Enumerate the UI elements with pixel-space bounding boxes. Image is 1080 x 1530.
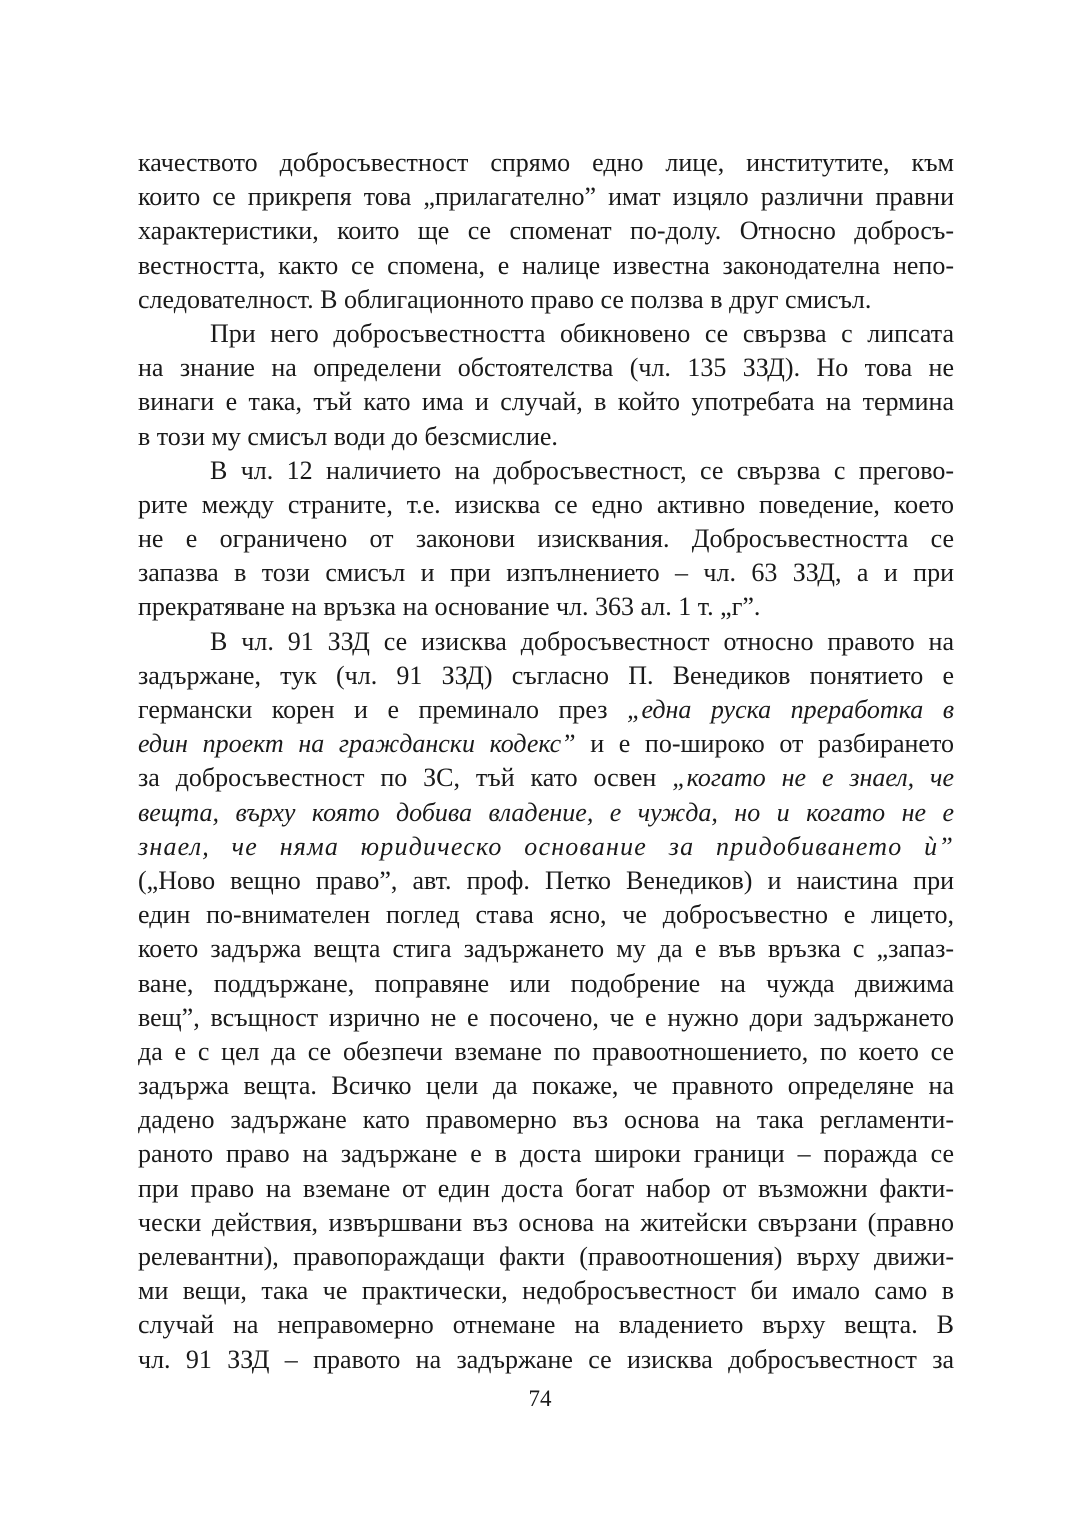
text-line	[138, 351, 954, 385]
text-line	[138, 1274, 954, 1308]
italic-quote: знаел, че няма юридическо основание за придобиването ѝ”	[138, 831, 954, 861]
page-body	[138, 146, 954, 1377]
text-run: винаги е така, тъй като има и случай, в който употребата на термина	[138, 387, 954, 417]
text-run: качеството добросъвестност спрямо едно лице, институтите, към	[138, 148, 954, 177]
text-line	[138, 488, 954, 522]
text-run: в този му смисъл води до безсмислие.	[138, 421, 558, 451]
text-line	[138, 727, 954, 761]
text-line	[138, 146, 954, 180]
page-number: 74	[528, 1386, 552, 1411]
text-line	[138, 1343, 954, 1377]
text-run: прекратяване на връзка на основание чл. 363 ал. 1 т. „г”.	[138, 592, 761, 622]
text-run: да е с цел да се обезпечи вземане по правоотношението, по което се	[138, 1036, 954, 1066]
text-run: не е ограничено от законови изисквания. Добросъвестността се	[138, 524, 954, 554]
text-line	[138, 385, 954, 419]
text-line	[138, 1308, 954, 1342]
text-run: което задържа вещта стига задържането му да е във връзка с „запаз-	[138, 934, 954, 964]
text-line	[138, 1035, 954, 1069]
text-line	[138, 590, 954, 624]
paragraph	[138, 317, 954, 454]
text-run: запазва в този смисъл и при изпълнението – чл. 63 ЗЗД, а и при	[138, 558, 954, 588]
text-line	[138, 1206, 954, 1240]
text-run: които се прикрепя това „прилагателно” имат изцяло различни правни	[138, 182, 954, 212]
text-run: ване, поддържане, поправяне или подобрение на чужда движима	[138, 968, 954, 998]
text-run: В чл. 91 ЗЗД се изисква добросъвестност относно правото на	[210, 626, 954, 656]
text-line	[138, 1103, 954, 1137]
text-line	[138, 420, 954, 454]
text-line	[138, 317, 954, 351]
text-run: един по-внимателен поглед става ясно, че добросъвестно е лицето,	[138, 900, 954, 930]
paragraph	[138, 625, 954, 1377]
italic-quote: един проект на граждански кодекс”	[138, 729, 576, 759]
text-run: и е по-широко от разбирането	[575, 729, 954, 759]
text-line	[138, 864, 954, 898]
text-line	[138, 761, 954, 795]
italic-quote: вещта, върху която добива владение, е чужда, но и когато не е	[138, 797, 954, 827]
text-run: („Ново вещно право”, авт. проф. Петко Венедиков) и наистина при	[138, 865, 954, 895]
text-line	[138, 1172, 954, 1206]
text-line	[138, 898, 954, 932]
text-line	[138, 556, 954, 590]
text-run: следователност. В облигационното право се ползва в друг смисъл.	[138, 284, 872, 314]
text-line	[138, 522, 954, 556]
text-line	[138, 1240, 954, 1274]
text-run: вещ”, всъщност изрично не е посочено, че е нужно дори задържането	[138, 1002, 954, 1032]
text-run: за добросъвестност по ЗС, тъй като освен	[138, 763, 673, 793]
text-run: задържане, тук (чл. 91 ЗЗД) съгласно П. Венедиков понятието е	[138, 660, 954, 690]
text-line	[138, 180, 954, 214]
text-run: вестността, както се спомена, е налице известна законодателна непо-	[138, 250, 954, 280]
text-run: задържа вещта. Всичко цели да покаже, че правното определяне на	[138, 1071, 954, 1101]
text-line	[138, 625, 954, 659]
text-line	[138, 693, 954, 727]
text-line	[138, 1137, 954, 1171]
italic-quote: „когато не е знаел, че	[672, 763, 954, 793]
paragraph	[138, 454, 954, 625]
text-line	[138, 283, 954, 317]
text-run: рите между страните, т.е. изисква се едно активно поведение, което	[138, 489, 954, 519]
text-line	[138, 214, 954, 248]
text-run: релевантни), правопораждащи факти (правоотношения) върху движи-	[138, 1242, 954, 1271]
text-line	[138, 967, 954, 1001]
text-run: характеристики, които ще се споменат по-долу. Относно добросъ-	[138, 216, 954, 246]
text-line	[138, 1001, 954, 1035]
text-run: случай на неправомерно отнемане на владението върху вещта. В	[138, 1310, 954, 1340]
text-line	[138, 796, 954, 830]
text-line	[138, 1069, 954, 1103]
text-run: дадено задържане като правомерно въз основа на така регламенти-	[138, 1105, 954, 1135]
text-run: чески действия, извършвани въз основа на житейски свързани (правно	[138, 1207, 954, 1237]
text-run: ми вещи, така че практически, недобросъвестност би имало само в	[138, 1276, 954, 1306]
text-line	[138, 932, 954, 966]
italic-quote: „една руска преработка в	[627, 695, 954, 724]
text-run: на знание на определени обстоятелства (чл. 135 ЗЗД). Но това не	[138, 353, 954, 383]
text-run: При него добросъвестността обикновено се свързва с липсата	[210, 318, 954, 348]
text-run: германски корен и е преминало през	[138, 695, 627, 724]
paragraph	[138, 146, 954, 317]
text-run: чл. 91 ЗЗД – правото на задържане се изисква добросъвестност за	[138, 1344, 954, 1374]
text-run: раното право на задържане е в доста широки граници – поражда се	[138, 1139, 954, 1169]
text-line	[138, 249, 954, 283]
text-line	[138, 454, 954, 488]
text-line	[138, 659, 954, 693]
text-run: при право на вземане от един доста богат набор от възможни факти-	[138, 1173, 954, 1203]
text-run: В чл. 12 наличието на добросъвестност, се свързва с прегово-	[210, 455, 954, 485]
text-line	[138, 830, 954, 864]
